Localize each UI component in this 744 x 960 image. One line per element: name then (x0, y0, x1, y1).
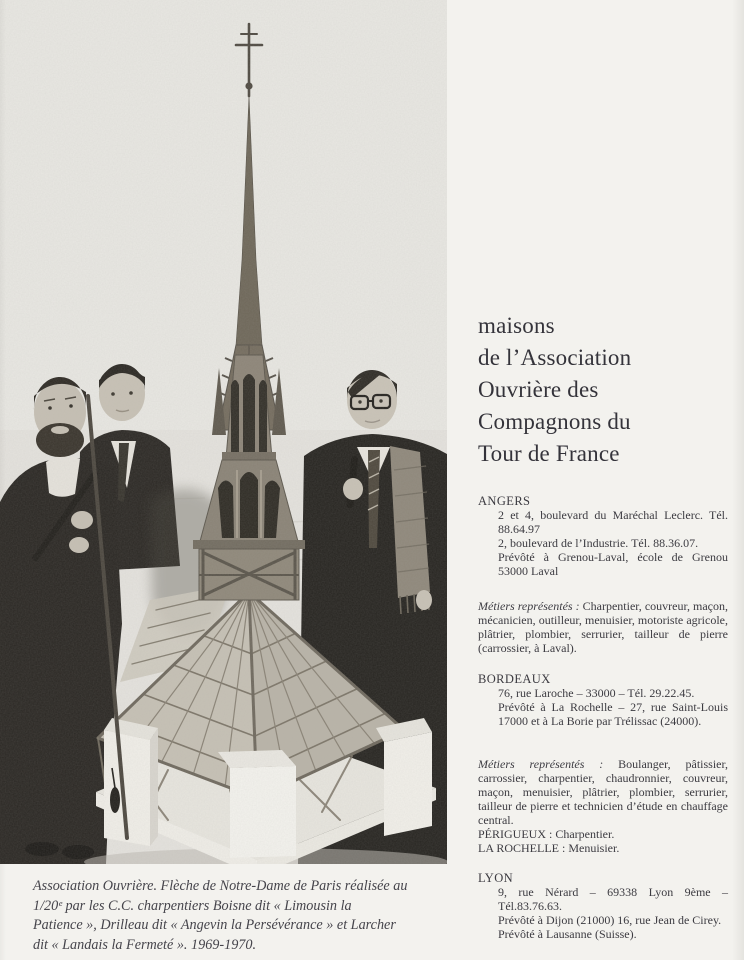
trades-paragraph (478, 757, 728, 827)
address: Prévôté à Grenou-Laval, école de Grenou 53000 Laval (498, 550, 728, 578)
caption-line: 1/20ᵉ par les C.C. charpentiers Boisne dit « Limousin la (33, 897, 352, 914)
caption-line: Patience », Drilleau dit « Angevin la Persévérance » et Larcher (33, 917, 396, 933)
city-trade-line: LA ROCHELLE : Menuisier. (478, 841, 620, 855)
section-angers (478, 494, 728, 578)
section-lyon (478, 871, 728, 941)
address: Prévôté à La Rochelle – 27, rue Saint-Louis 17000 et à La Borie par Trélissac (24000). (498, 700, 728, 728)
section-bordeaux (478, 672, 728, 728)
title-line: de l’Association (478, 345, 632, 370)
trades-label: Métiers représentés : (478, 599, 580, 613)
trades-text: Boulanger, pâtissier, carrossier, charpentier, chaudronnier, couvreur, maçon, menuisier, plâtrier, plombier, serrurier, tailleur de pierre et technicien d’étude en chauffage central. (478, 757, 729, 827)
title-line: Ouvrière des (478, 377, 599, 402)
address: 2 et 4, boulevard du Maréchal Leclerc. Tél. 88.64.97 (498, 508, 728, 536)
address: 9, rue Nérard – 69338 Lyon 9ème – Tél.83.76.63. (498, 885, 728, 913)
trades-paragraph (478, 599, 728, 655)
city-heading-lyon: LYON (478, 871, 514, 885)
address: Prévôté à Dijon (21000) 16, rue Jean de Cirey. (498, 913, 722, 927)
photo-caption (33, 877, 475, 955)
trades-angers (478, 599, 728, 655)
trades-bordeaux (478, 757, 728, 855)
title-line: Compagnons du (478, 409, 631, 434)
address: 76, rue Laroche – 33000 – Tél. 29.22.45. (498, 686, 695, 700)
city-trade-line: PÉRIGUEUX : Charpentier. (478, 827, 615, 841)
caption-line: Association Ouvrière. Flèche de Notre-Dame de Paris réalisée au (33, 878, 408, 894)
city-heading-angers: ANGERS (478, 494, 531, 508)
address: Prévôté à Lausanne (Suisse). (498, 927, 637, 941)
city-heading-bordeaux: BORDEAUX (478, 672, 551, 686)
address: 2, boulevard de l’Industrie. Tél. 88.36.07. (498, 536, 699, 550)
trades-label: Métiers représentés : (478, 757, 604, 771)
page-title (478, 310, 738, 470)
caption-line: dit « Landais la Fermeté ». 1969-1970. (33, 936, 257, 953)
title-line: Tour de France (478, 441, 620, 466)
title-line: maisons (478, 313, 555, 338)
trades-text: Charpentier, couvreur, maçon, mécanicien, outilleur, menuisier, motoriste agricole, plâtrier, plombier, serrurier, tailleur de pierre (carrossier, à Laval). (478, 599, 728, 655)
page-edge-shadow (732, 0, 744, 960)
